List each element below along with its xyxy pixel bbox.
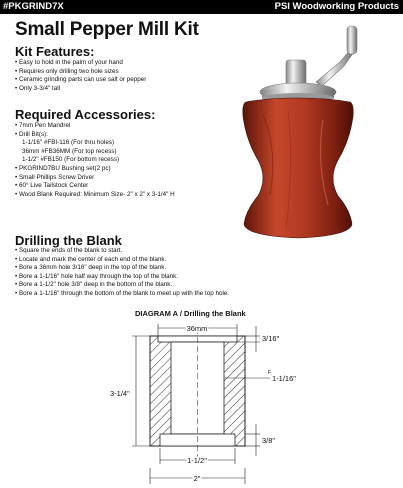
- accessory-item: • 7mm Pen Mandrel: [15, 122, 71, 129]
- sku-label: #PKGRIND7X: [3, 1, 64, 12]
- pepper-mill-image: [228, 20, 388, 240]
- drilling-step: • Bore a 36mm hole 3/16" deep in the top of the blank.: [15, 264, 167, 272]
- drilling-step: • Bore a 1-1/2" hole 3/8" deep in the bottom of the blank.: [15, 281, 173, 289]
- drilling-step: • Bore a 1-1/16" hole half way through the top of the blank.: [15, 272, 179, 280]
- brand-label: PSI Woodworking Products: [274, 1, 399, 12]
- feature-item: • Ceramic grinding parts can use salt or pepper: [15, 76, 147, 84]
- dim-top-label: 36mm: [186, 324, 208, 333]
- accessory-item: • Small Phillips Screw Driver: [15, 173, 95, 181]
- accessory-item: • PKGRIND7BU Bushing set(2 pc): [15, 164, 111, 172]
- drilling-list: [15, 247, 229, 299]
- diagram-title: DIAGRAM A / Drilling the Blank: [135, 309, 246, 318]
- drilling-heading: Drilling the Blank: [15, 233, 122, 248]
- drilling-diagram: [110, 308, 350, 486]
- page-title: Small Pepper Mill Kit: [15, 19, 199, 40]
- drilling-step: • Square the ends of the blank to start.: [15, 247, 123, 254]
- accessory-item: 1-1/2" #FB150 (For bottom recess): [22, 156, 120, 164]
- accessory-item: • Drill Bit(s):: [15, 130, 48, 138]
- feature-item: • Only 3-3/4" tall: [15, 84, 61, 92]
- accessory-item: • Wood Blank Required: Minimum Size- 2" x 2" x 3-1/4" H: [15, 190, 175, 198]
- drilling-step: • Bore a 1-1/16" through the bottom of the blank to meet up with the top hole.: [15, 289, 230, 297]
- dim-width-label: 2": [193, 474, 201, 483]
- accessories-list: [15, 122, 175, 199]
- blank-section: [150, 328, 245, 458]
- feature-item: • Easy to hold in the palm of your hand: [15, 59, 123, 66]
- features-list: [15, 59, 146, 93]
- drilling-step: • Locate and mark the center of each end of the blank.: [15, 255, 167, 263]
- dim-bottom-label: 1-1/2": [187, 456, 207, 465]
- header-bar: [0, 0, 403, 14]
- mark-f-label: F: [268, 370, 272, 376]
- accessory-item: 1-1/16" #FBI-116 (For thru holes): [22, 139, 115, 147]
- accessory-item: 36mm #FB36MM (For top recess): [22, 147, 117, 155]
- accessory-item: • 60° Live Tailstock Center: [15, 182, 89, 190]
- feature-item: • Requires only drilling two hole sizes: [15, 67, 119, 75]
- accessories-heading: Required Accessories:: [15, 107, 156, 122]
- dim-height-label: 3-1/4": [110, 389, 130, 398]
- dim-top-depth-label: 3/16": [262, 334, 280, 343]
- dim-thru-label: 1-1/16": [272, 374, 296, 383]
- dim-bottom-depth-label: 3/8": [262, 436, 276, 445]
- features-heading: Kit Features:: [15, 44, 95, 59]
